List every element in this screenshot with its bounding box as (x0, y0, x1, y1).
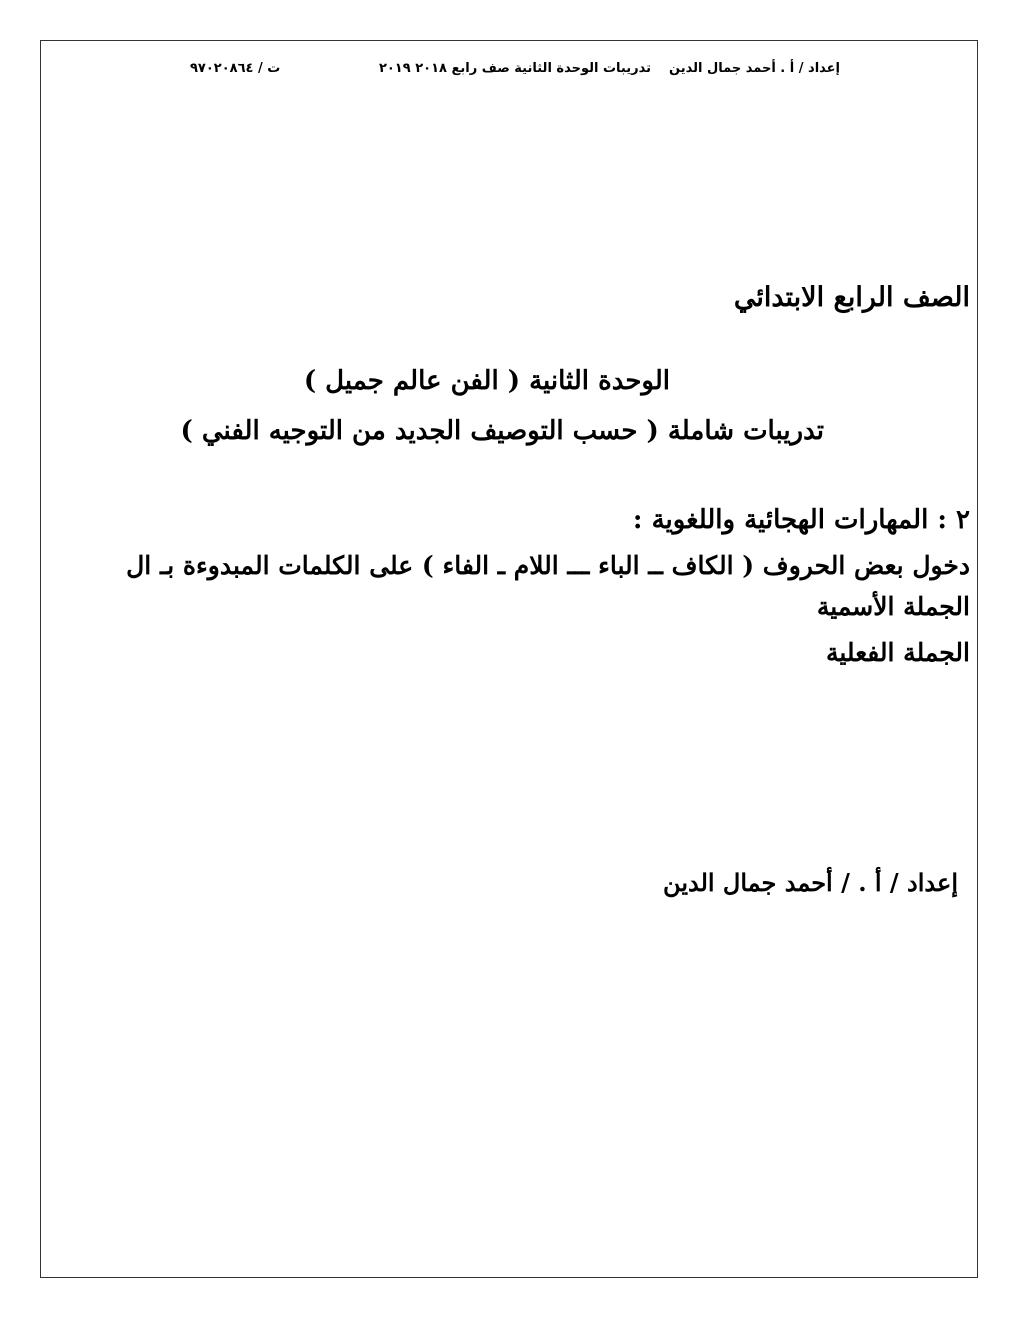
grade-title: الصف الرابع الابتدائي (733, 282, 970, 313)
letters-entry-line: دخول بعض الحروف ( الكاف ــ الباء ـــ اللام ـ الفاء ) على الكلمات المبدوءة بـ ال (126, 551, 970, 580)
exercise-subtitle: تدريبات شاملة ( حسب التوصيف الجديد من التوجيه الفني ) (180, 416, 824, 446)
preparer-signature: إعداد / أ . / أحمد جمال الدين (663, 868, 958, 897)
nominal-sentence-line: الجملة الأسمية (816, 592, 970, 621)
header-phone: ت / ٩٧٠٢٠٨٦٤ (190, 61, 281, 76)
unit-title: الوحدة الثانية ( الفن عالم جميل ) (303, 366, 670, 396)
skills-heading: ٢ : المهارات الهجائية واللغوية : (632, 505, 970, 535)
header-prepared-by: إعداد / أ . أحمد جمال الدين (669, 61, 840, 76)
verbal-sentence-line: الجملة الفعلية (825, 638, 970, 667)
header-main (379, 61, 840, 76)
header-years: ٢٠١٨ ٢٠١٩ (378, 61, 447, 76)
header-title: تدريبات الوحدة الثانية صف رابع (451, 61, 651, 76)
